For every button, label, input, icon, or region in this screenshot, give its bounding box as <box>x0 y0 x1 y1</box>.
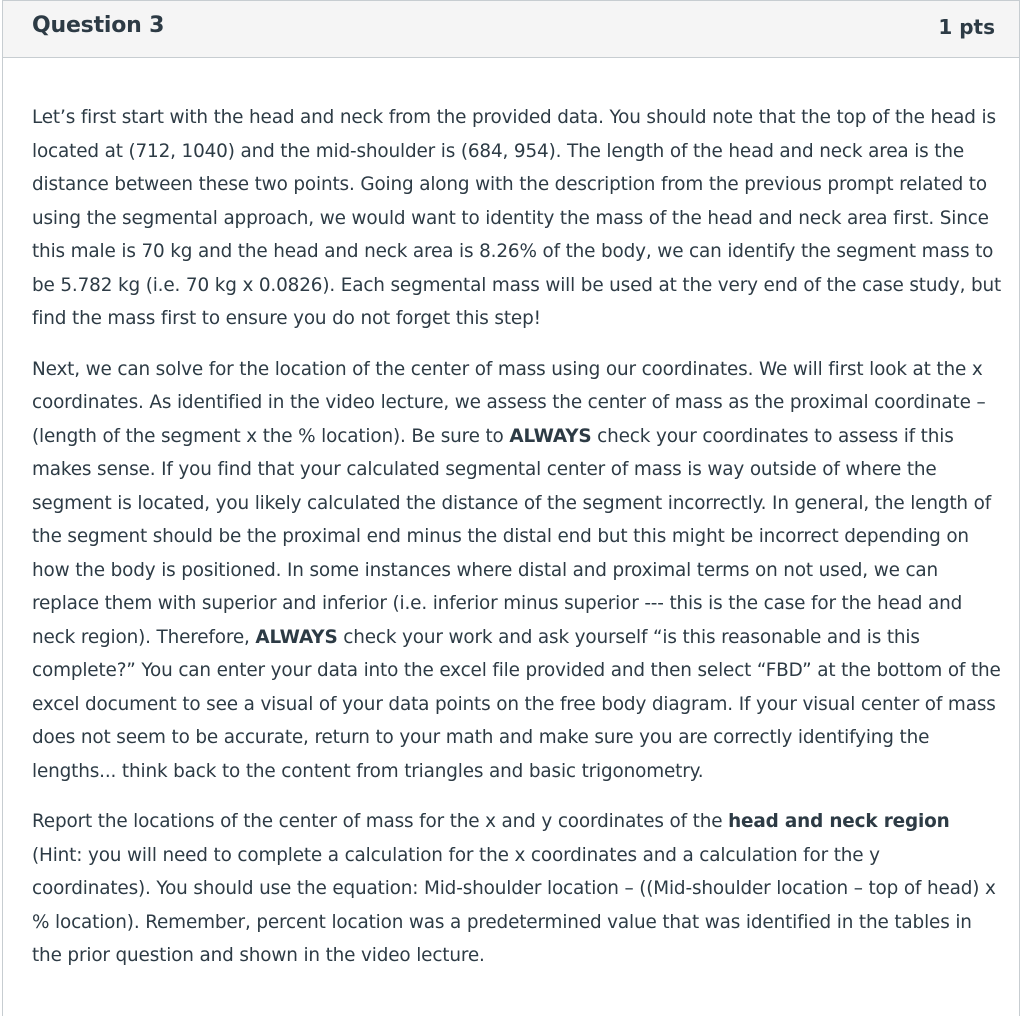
question-points: 1 pts <box>938 15 995 39</box>
paragraph-instructions-text-1: Next, we can solve for the location of the center of mass using our coordinates. We will first look at the x coordinates. As identified in the video lecture, we assess the center of mass as the proximal coordinate – (length of the segment x the % location). Be sure to <box>32 358 986 447</box>
paragraph-prompt-text-1: Report the locations of the center of mass for the x and y coordinates of the <box>32 811 729 832</box>
emphasis-head-neck-region: head and neck region <box>728 811 950 832</box>
paragraph-prompt <box>32 805 1002 973</box>
paragraph-instructions <box>32 353 1002 789</box>
paragraph-instructions-text-2: check your coordinates to assess if this makes sense. If you find that your calculated segmental center of mass is way outside of where the segment is located, you likely calculated the distance of the segment incorrectly. In general, the length of the segment should be the proximal end minus the distal end but this might be incorrect depending on how the body is positioned. In some instances where distal and proximal terms on not used, we can replace them with superior and inferior (i.e. inferior minus superior --- this is the case for the head and neck region). Therefore, <box>32 425 992 648</box>
question-card <box>2 0 1020 1016</box>
paragraph-intro <box>32 101 1002 336</box>
paragraph-intro-text: Let’s first start with the head and neck from the provided data. You should note that the top of the head is located at (712, 1040) and the mid-shoulder is (684, 954). The length of the head and neck area is the distance between these two points. Going along with the description from the previous prompt related to using the segmental approach, we would want to identity the mass of the head and neck area first. Since this male is 70 kg and the head and neck area is 8.26% of the body, we can identify the segment mass to be 5.782 kg (i.e. 70 kg x 0.0826). Each segmental mass will be used at the very end of the case study, but find the mass first to ensure you do not forget this step! <box>32 107 1002 329</box>
question-title: Question 3 <box>32 13 165 38</box>
emphasis-always-2: ALWAYS <box>255 626 338 648</box>
question-header <box>3 1 1019 58</box>
paragraph-instructions-text-3: check your work and ask yourself “is this reasonable and is this complete?” You can enter your data into the excel file provided and then select “FBD” at the bottom of the excel document to see a visual of your data points on the free body diagram. If your visual center of mass does not seem to be accurate, return to your math and make sure you are correctly identifying the lengths... think back to the content from triangles and basic trigonometry. <box>32 626 1001 782</box>
question-text <box>32 101 1002 990</box>
paragraph-prompt-text-2: (Hint: you will need to complete a calculation for the x coordinates and a calculation for the y coordinates). You should use the equation: Mid-shoulder location – ((Mid-shoulder location – top of head) x % location). Remember, percent location was a predetermined value that was identified in the tables in the prior question and shown in the video lecture. <box>32 844 996 966</box>
emphasis-always-1: ALWAYS <box>509 425 592 447</box>
